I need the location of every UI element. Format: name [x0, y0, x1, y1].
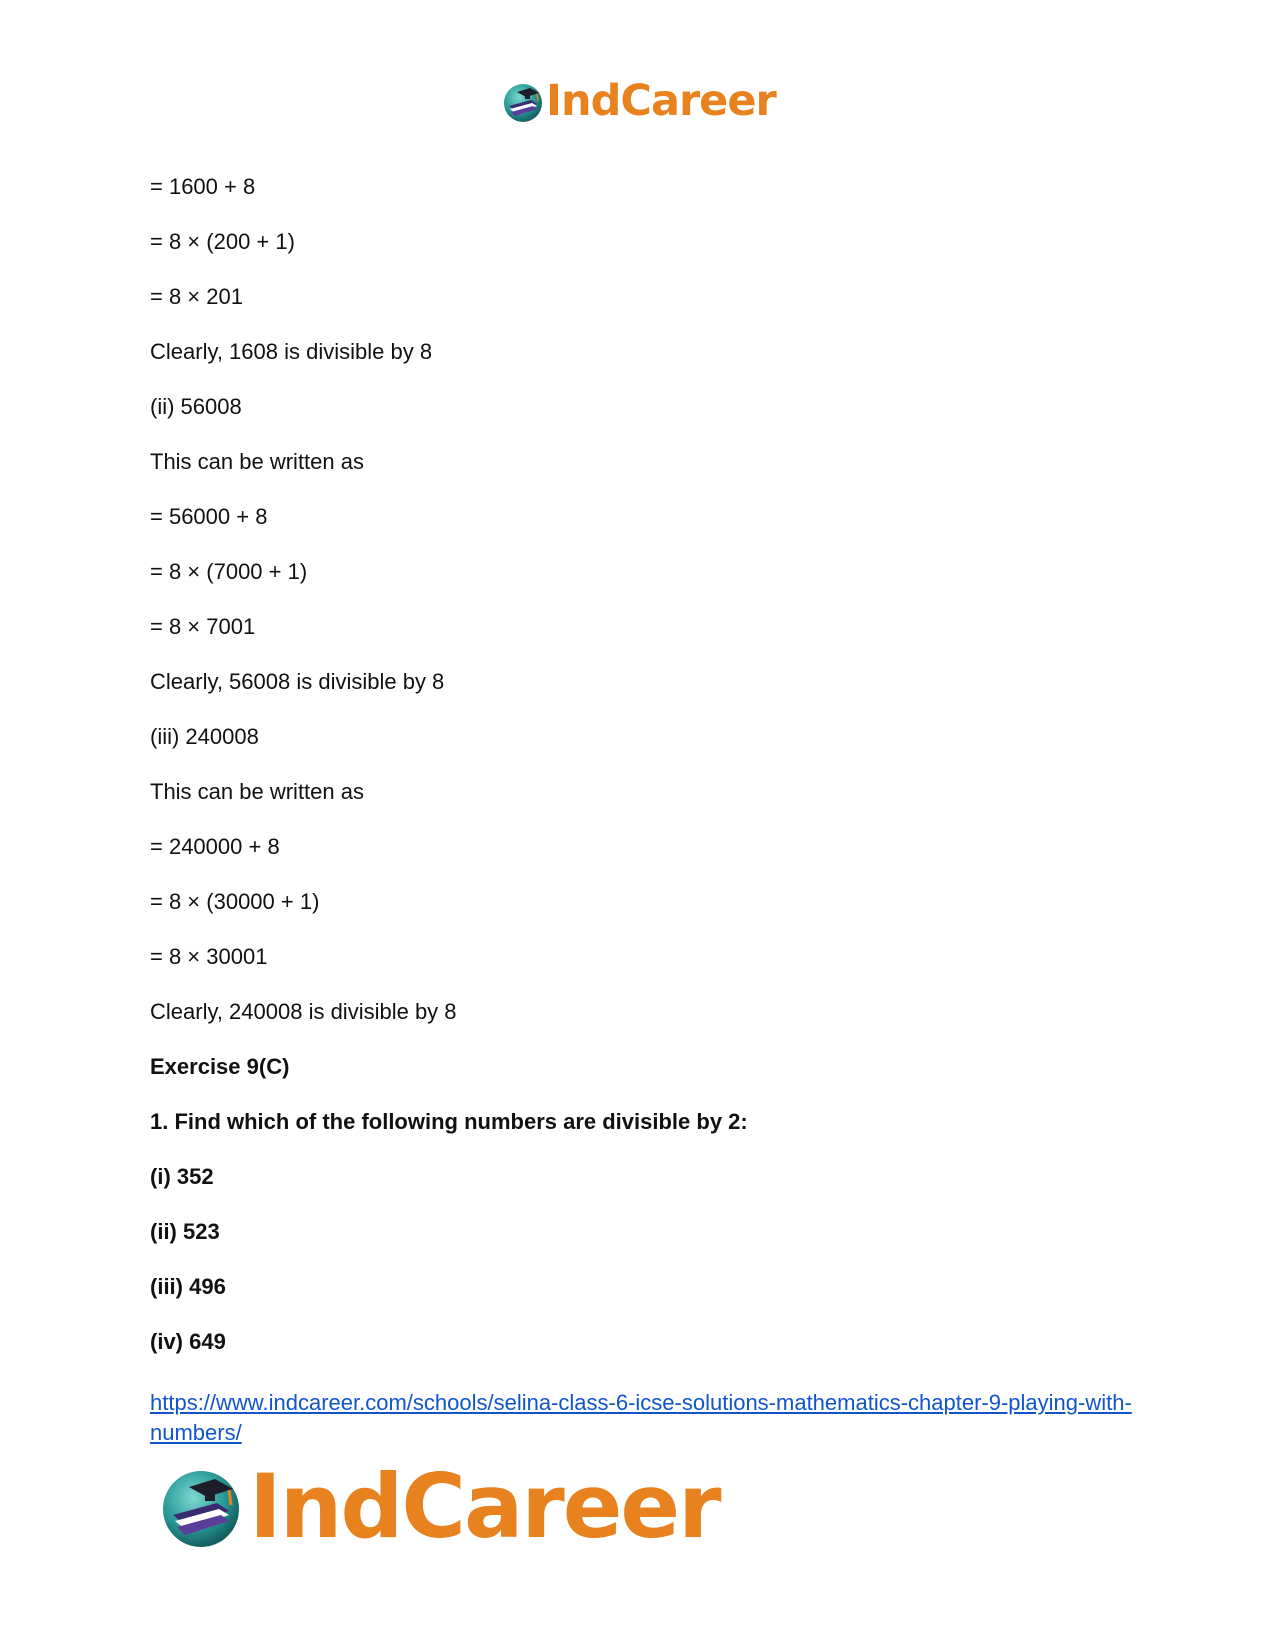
solution-line: = 8 × 30001 [150, 944, 268, 969]
question-line: (iv) 649 [150, 1329, 226, 1354]
solution-line: (iii) 240008 [150, 724, 259, 749]
solution-line: (ii) 56008 [150, 394, 242, 419]
solution-line: = 8 × (200 + 1) [150, 229, 295, 254]
footer-logo [159, 1455, 720, 1558]
solution-line: This can be written as [150, 449, 364, 474]
solution-line: = 8 × 7001 [150, 614, 256, 639]
logo-wordmark: IndCareer [546, 76, 776, 126]
source-link[interactable]: https://www.indcareer.com/schools/selina-class-6-icse-solutions-mathematics-chapter-9-playing-with-numbers/ [150, 1390, 1132, 1445]
question-line: (ii) 523 [150, 1219, 220, 1244]
solution-line: = 8 × (7000 + 1) [150, 559, 308, 584]
question-line: (i) 352 [150, 1164, 214, 1189]
logo-wordmark: IndCareer [249, 1455, 720, 1558]
header-logo [502, 76, 776, 126]
solution-line: Clearly, 56008 is divisible by 8 [150, 669, 445, 694]
document-body [150, 174, 1140, 1448]
solution-line: = 8 × 201 [150, 284, 243, 309]
solution-line: Clearly, 1608 is divisible by 8 [150, 339, 433, 364]
question-line: (iii) 496 [150, 1274, 226, 1299]
question-line: 1. Find which of the following numbers are divisible by 2: [150, 1109, 748, 1134]
solution-line: = 56000 + 8 [150, 504, 268, 529]
solution-line: = 1600 + 8 [150, 174, 256, 199]
solution-line: = 8 × (30000 + 1) [150, 889, 320, 914]
book-globe-logo-icon [159, 1465, 243, 1549]
question-line: Exercise 9(C) [150, 1054, 290, 1079]
solution-line: = 240000 + 8 [150, 834, 280, 859]
book-globe-logo-icon [502, 81, 544, 123]
solution-line: Clearly, 240008 is divisible by 8 [150, 999, 457, 1024]
solution-line: This can be written as [150, 779, 364, 804]
